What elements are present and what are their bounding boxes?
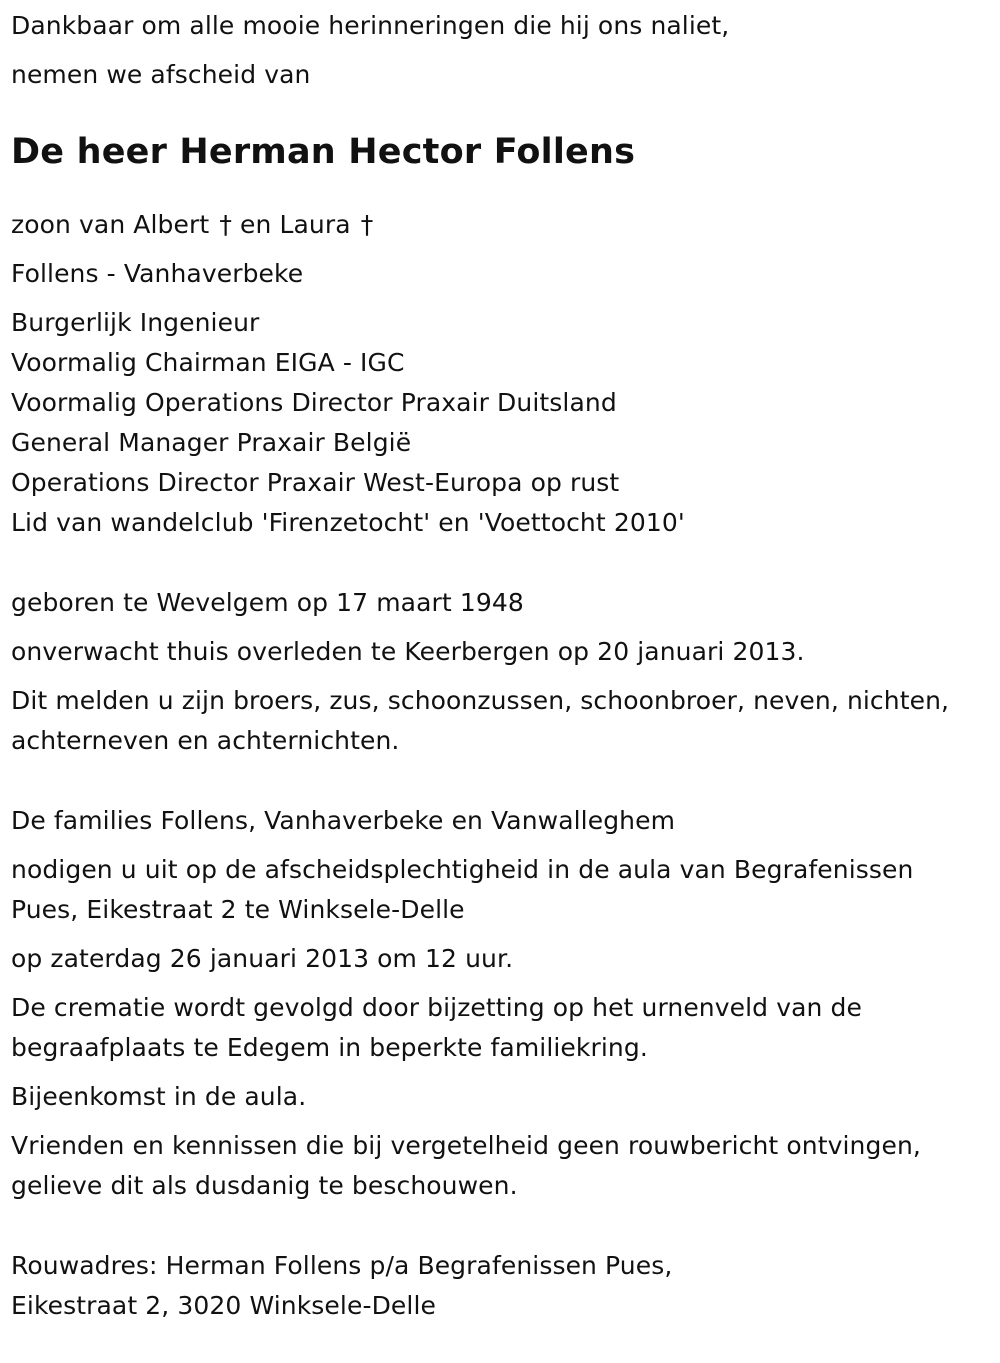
address-line: Rouwadres: Herman Follens p/a Begrafenissen Pues, <box>11 1251 673 1280</box>
titles-list <box>11 303 996 543</box>
title-item: Lid van wandelclub 'Firenzetocht' en 'Voettocht 2010' <box>11 508 685 537</box>
title-item: General Manager Praxair België <box>11 428 412 457</box>
title-item: Burgerlijk Ingenieur <box>11 308 260 337</box>
invitation-line: nodigen u uit op de afscheidsplechtigheid in de aula van Begrafenissen <box>11 855 914 884</box>
announcers-block <box>11 681 996 761</box>
obituary-document <box>11 0 996 1326</box>
announcers-line: Dit melden u zijn broers, zus, schoonzussen, schoonbroer, neven, nichten, <box>11 686 950 715</box>
title-item: Operations Director Praxair West-Europa op rust <box>11 468 620 497</box>
address-line: Eikestraat 2, 3020 Winksele-Delle <box>11 1291 436 1320</box>
address-block <box>11 1246 996 1326</box>
invitation-block <box>11 850 996 930</box>
cross-icon: † <box>219 210 232 239</box>
cremation-block <box>11 988 996 1068</box>
cross-icon: † <box>360 210 374 239</box>
notice-line: gelieve dit als dusdanig te beschouwen. <box>11 1171 518 1200</box>
title-item: Voormalig Chairman EIGA - IGC <box>11 348 405 377</box>
intro-line-1: Dankbaar om alle mooie herinneringen die hij ons naliet, <box>11 11 730 40</box>
notice-line: Vrienden en kennissen die bij vergetelheid geen rouwbericht ontvingen, <box>11 1131 921 1160</box>
intro-line-2: nemen we afscheid van <box>11 60 311 89</box>
invitation-line: Pues, Eikestraat 2 te Winksele-Delle <box>11 895 465 924</box>
birth-line: geboren te Wevelgem op 17 maart 1948 <box>11 588 524 617</box>
parents-prefix: zoon van Albert <box>11 210 210 239</box>
families-line: De families Follens, Vanhaverbeke en Vanwalleghem <box>11 806 676 835</box>
announcers-line: achterneven en achternichten. <box>11 726 400 755</box>
cremation-line: De crematie wordt gevolgd door bijzetting op het urnenveld van de <box>11 993 862 1022</box>
ceremony-date: op zaterdag 26 januari 2013 om 12 uur. <box>11 944 514 973</box>
death-line: onverwacht thuis overleden te Keerbergen op 20 januari 2013. <box>11 637 805 666</box>
notice-block <box>11 1126 996 1206</box>
title-item: Voormalig Operations Director Praxair Duitsland <box>11 388 617 417</box>
gathering-line: Bijeenkomst in de aula. <box>11 1082 307 1111</box>
cremation-line: begraafplaats te Edegem in beperkte familiekring. <box>11 1033 648 1062</box>
parents-line <box>11 205 996 245</box>
parents-middle: en Laura <box>240 210 351 239</box>
parents-surnames: Follens - Vanhaverbeke <box>11 259 304 288</box>
deceased-name: De heer Herman Hector Follens <box>11 132 636 172</box>
